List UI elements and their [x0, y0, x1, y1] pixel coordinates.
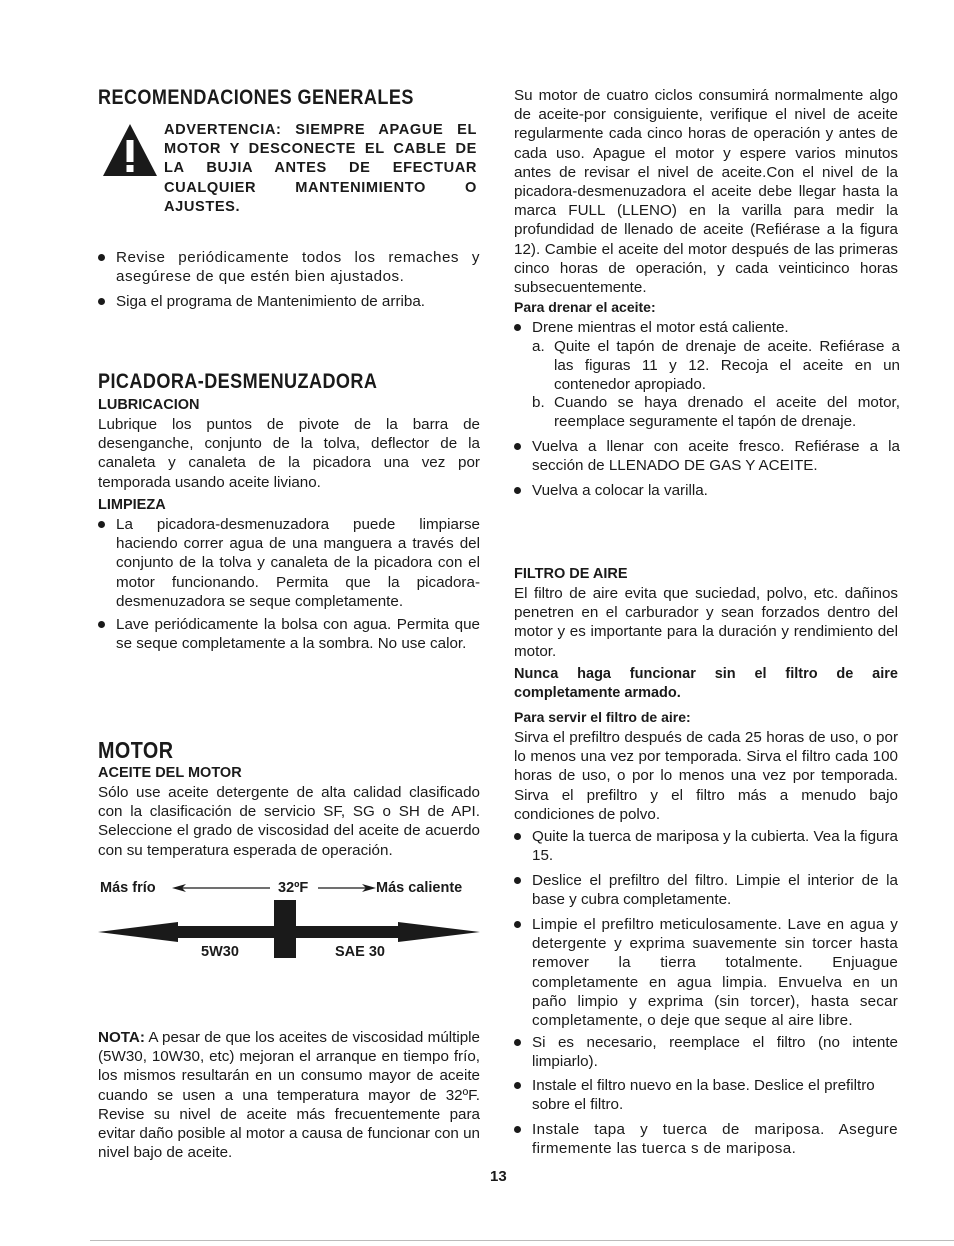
- arrow-right-icon: [318, 884, 376, 894]
- limpieza-title: LIMPIEZA: [98, 497, 166, 513]
- footer-divider: [90, 1240, 954, 1241]
- motor-heading: MOTOR: [98, 737, 174, 763]
- filter-title: FILTRO DE AIRE: [514, 566, 628, 582]
- lubricacion-title: LUBRICACION: [98, 397, 200, 413]
- service-title: Para servir el filtro de aire:: [514, 709, 691, 725]
- picadora-heading: PICADORA-DESMENUZADORA: [98, 370, 378, 393]
- lubricacion-text: Lubrique los puntos de pivote de la barra de desenganche, conjunto de la tolva, deflector de la canaleta y canaleta de la picadora una vez por temporada usando aceite liviano.: [98, 416, 480, 491]
- bullet-icon: [514, 443, 521, 450]
- aceite-title: ACEITE DEL MOTOR: [98, 765, 242, 781]
- filter-text: El filtro de aire evita que suciedad, polvo, etc. dañinos penetren en el carburador y sean forzados dentro del motor y es importante para la duración y rendimiento del motor.: [514, 585, 898, 660]
- oil-sae30-label: SAE 30: [335, 944, 385, 960]
- list-item: Limpie el prefiltro meticulosamente. Lave en agua y detergente y exprima suavemente sin torcer hasta remover la tierra totalmente. Enjuague completamente en agua limpia. Envuelva en un paño limpio y exprima (sin torcer), hasta secar completamente, o deje que seque al aire libre.: [514, 915, 898, 1030]
- list-item: Instale tapa y tuerca de mariposa. Asegure firmemente las tuerca s de mariposa.: [514, 1120, 898, 1158]
- bullet-icon: [514, 833, 521, 840]
- hot-label: Más caliente: [376, 880, 463, 896]
- service-text: Sirva el prefiltro después de cada 25 horas de uso, o por lo menos una vez por temporada. Sirva el filtro cada 100 horas de uso, o por lo menos una vez por temporada. Sirva el prefiltro y el filtro más a menudo bajo condiciones de polvo.: [514, 729, 898, 823]
- bullet-icon: [98, 298, 105, 305]
- general-heading: RECOMENDACIONES GENERALES: [98, 86, 414, 109]
- warning-text: ADVERTENCIA: SIEMPRE APAGUE EL MOTOR Y DESCONECTE EL CABLE DE LA BUJIA ANTES DE EFECTUAR CUALQUIER MANTENIMIENTO O AJUSTES.: [164, 122, 477, 215]
- list-item: Vuelva a colocar la varilla.: [514, 481, 900, 500]
- aceite-text: Sólo use aceite detergente de alta calidad clasificado con la clasificación de servicio SF, SG o SH de API. Seleccione el grado de viscosidad del aceite de acuerdo con su temperatura esperada de operación.: [98, 784, 480, 859]
- nota-paragraph: NOTA: A pesar de que los aceites de viscosidad múltiple (5W30, 10W30, etc) mejoran el arranque en tiempo frío, los mismos resultarán en un consumo mayor de aceite cuando se usen a una temperatura mayor de 32ºF. Revise su nivel de aceite más frecuentemente para evitar daño posible al motor a causa de funcionar con un nivel bajo de aceite.: [98, 1029, 480, 1162]
- oil-intro-text: Su motor de cuatro ciclos consumirá normalmente algo de aceite-por consiguiente, verifique el nivel de aceite regularmente cada cinco horas de operación y antes de cada uso. Apague el motor y espere varios minutos antes de revisar el nivel de aceite.Con el nivel de la picadora-desmenuzadora el aceite debe llegar hasta la marca FULL (LLENO) en la varilla para medir la profundidad de llenado de aceite (Refiérase a la figura 12). Cambie el aceite del motor después de las primeras cinco horas de operación, y cada veinticinco horas subsecuentemente.: [514, 87, 898, 297]
- oil-5w30-label: 5W30: [201, 944, 239, 960]
- list-item: Instale el filtro nuevo en la base. Deslice el prefiltro sobre el filtro.: [514, 1076, 898, 1114]
- list-item: b. Cuando se haya drenado el aceite del motor, reemplace seguramente el tapón de drenaje.: [532, 394, 900, 431]
- drain-title: Para drenar el aceite:: [514, 299, 656, 315]
- bullet-icon: [514, 1039, 521, 1046]
- viscosity-chart: [98, 878, 482, 978]
- list-item: Drene mientras el motor está caliente.: [514, 318, 900, 337]
- viscosity-bar-graphic: [98, 900, 482, 960]
- filter-warning: Nunca haga funcionar sin el filtro de aire completamente armado.: [514, 666, 898, 702]
- warning-icon: [101, 122, 159, 178]
- list-item: Revise periódicamente todos los remaches y asegúrese de que estén bien ajustados.: [98, 248, 480, 286]
- list-item: Siga el programa de Mantenimiento de arriba.: [98, 292, 480, 311]
- page-number: 13: [490, 1168, 507, 1185]
- list-item: Quite la tuerca de mariposa y la cubierta. Vea la figura 15.: [514, 827, 898, 865]
- arrow-left-icon: [172, 884, 272, 894]
- list-item: a. Quite el tapón de drenaje de aceite. Refiérase a las figuras 11 y 12. Recoja el aceite en un contenedor apropiado.: [532, 338, 900, 394]
- list-item: Deslice el prefiltro del filtro. Limpie el interior de la base y cubra completamente.: [514, 871, 898, 909]
- list-item: Vuelva a llenar con aceite fresco. Refiérase a la sección de LLENADO DE GAS Y ACEITE.: [514, 437, 900, 475]
- bullet-icon: [514, 921, 521, 928]
- bullet-icon: [98, 521, 105, 528]
- cold-label: Más frío: [100, 880, 156, 896]
- bullet-icon: [514, 1082, 521, 1089]
- list-item: Si es necesario, reemplace el filtro (no intente limpiarlo).: [514, 1033, 898, 1071]
- bullet-icon: [514, 324, 521, 331]
- bullet-icon: [98, 254, 105, 261]
- list-item: Lave periódicamente la bolsa con agua. Permita que se seque completamente a la sombra. No use calor.: [98, 615, 480, 653]
- bullet-icon: [98, 621, 105, 628]
- nota-label: NOTA:: [98, 1029, 145, 1046]
- bullet-icon: [514, 487, 521, 494]
- bullet-icon: [514, 1126, 521, 1133]
- bullet-icon: [514, 877, 521, 884]
- temp-label: 32ºF: [278, 880, 309, 896]
- list-item: La picadora-desmenuzadora puede limpiarse haciendo correr agua de una manguera a través del conjunto de la tolva y canaleta de la picadora con el motor funcionando. Permita que la picadora-desmenuzadora se seque completamente.: [98, 515, 480, 611]
